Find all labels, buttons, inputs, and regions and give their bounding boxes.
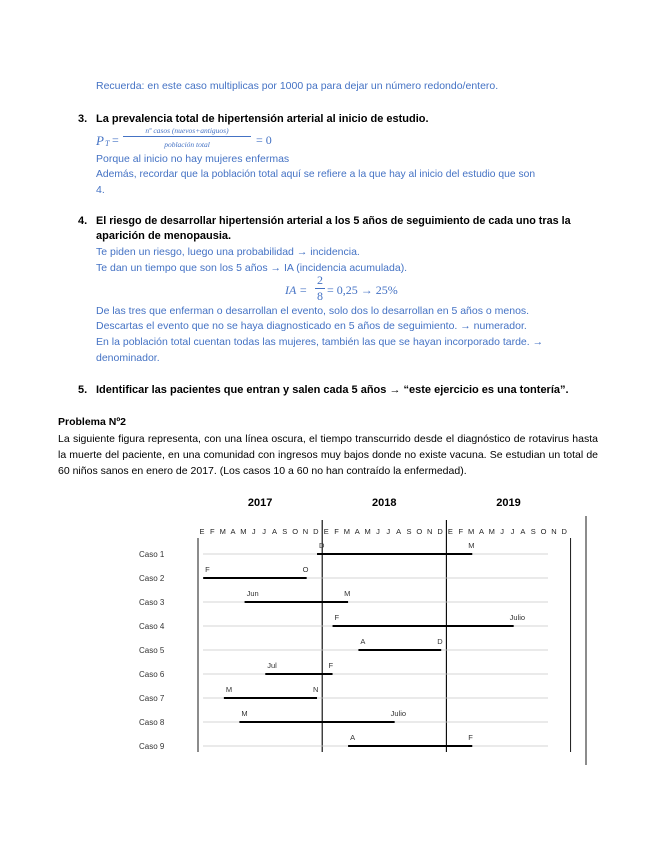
case-label: Caso 7 [139, 694, 165, 703]
q3-line-1: Porque al inicio no hay mujeres enfermas [96, 153, 290, 165]
month-letter: M [343, 527, 351, 536]
q3-number: 3. [78, 113, 88, 125]
month-letter: F [210, 527, 215, 536]
q3-formula-denominator: población total [164, 140, 210, 149]
q3-title: La prevalencia total de hipertensión arterial al inicio de estudio. [96, 113, 429, 125]
case-end-label: Julio [509, 613, 526, 622]
month-letter: A [520, 527, 526, 536]
q3-line-3: 4. [96, 184, 105, 196]
month-letter: M [467, 527, 475, 536]
month-letter: S [530, 527, 536, 536]
case-label: Caso 9 [139, 742, 165, 751]
q4-formula-rhs: = 0,25 → 25% [327, 283, 398, 297]
case-start-label: D [319, 541, 325, 550]
month-letter: D [313, 527, 319, 536]
month-letter: J [386, 527, 391, 536]
q3-formula-lhs: P [96, 133, 104, 148]
q4-line-2: Te dan un tiempo que son los 5 años → IA (incidencia acumulada). [96, 262, 408, 274]
month-letter: M [219, 527, 226, 536]
month-letter: E [199, 527, 205, 536]
month-letter: O [416, 527, 423, 536]
month-letter: J [500, 527, 505, 536]
q4-line-3: De las tres que enferman o desarrollan el evento, solo dos lo desarrollan en 5 años o menos. [96, 305, 530, 317]
month-letter: N [302, 527, 309, 536]
month-letter: O [292, 527, 299, 536]
month-letter: E [323, 527, 329, 536]
month-letter: N [551, 527, 557, 536]
month-letter: D [561, 527, 567, 536]
q4-line-4: Descartas el evento que no se haya diagnosticado en 5 años de seguimiento. → numerador. [96, 320, 527, 332]
q5-number: 5. [78, 384, 88, 396]
q4-formula-den: 8 [317, 289, 323, 303]
month-letter: N [426, 527, 433, 536]
q4-number: 4. [78, 215, 88, 227]
recuerda-note: Recuerda: en este caso multiplicas por 1000 pa para dejar un número redondo/entero. [96, 80, 499, 92]
case-label: Caso 8 [139, 718, 165, 727]
year-label: 2019 [496, 497, 521, 509]
case-end-label: M [468, 541, 475, 550]
q3-formula-sub: T [105, 139, 110, 148]
case-end-label: M [344, 589, 351, 598]
month-letter: F [458, 527, 464, 536]
month-letter: O [540, 527, 547, 536]
month-letter: S [282, 527, 288, 536]
case-start-label: M [225, 685, 233, 694]
rotavirus-timeline-chart [0, 490, 655, 765]
case-start-label: A [350, 733, 356, 742]
q4-title-1: El riesgo de desarrollar hipertensión arterial a los 5 años de seguimiento de cada uno tras la [96, 215, 571, 227]
q4-line-5: En la población total cuentan todas las mujeres, también las que se hayan incorporado tarde. → [96, 336, 544, 348]
month-letter: A [396, 527, 402, 536]
month-letter: A [478, 527, 484, 536]
case-label: Caso 4 [139, 622, 165, 631]
month-letter: D [437, 527, 443, 536]
case-label: Caso 1 [139, 550, 165, 559]
case-label: Caso 6 [139, 670, 165, 679]
case-end-label: D [437, 637, 443, 646]
case-start-label: Jul [267, 661, 277, 670]
q5-title: Identificar las pacientes que entran y salen cada 5 años → “este ejercicio es una tontería”. [96, 384, 569, 396]
month-letter: A [271, 527, 277, 536]
case-start-label: F [205, 565, 210, 574]
problema-title: Problema Nº2 [58, 416, 127, 428]
month-letter: J [251, 527, 256, 536]
month-letter: S [406, 527, 412, 536]
q4-line-1: Te piden un riesgo, luego una probabilidad → incidencia. [96, 246, 360, 258]
case-end-label: F [468, 733, 473, 742]
month-letter: E [447, 527, 453, 536]
case-start-label: F [334, 613, 340, 622]
case-end-label: N [313, 685, 319, 694]
q3-formula-numerator: nº casos (nuevos+antiguos) [123, 126, 251, 137]
case-label: Caso 5 [139, 646, 165, 655]
month-letter: M [488, 527, 495, 536]
month-letter: M [364, 527, 371, 536]
q4-formula-num: 2 [317, 273, 323, 287]
month-letter: J [376, 527, 380, 536]
case-end-label: O [302, 565, 309, 574]
case-label: Caso 2 [139, 574, 165, 583]
q4-title-2: aparición de menopausia. [96, 230, 232, 242]
case-start-label: A [360, 637, 366, 646]
month-letter: F [334, 527, 339, 536]
case-end-label: Julio [390, 709, 407, 718]
case-start-label: M [241, 709, 248, 718]
q4-formula-lhs: IA = [285, 283, 308, 297]
month-letter: J [262, 527, 266, 536]
q4-line-6: denominador. [96, 352, 160, 364]
problema-text: La siguiente figura representa, con una línea oscura, el tiempo transcurrido desde el diagnóstico de rotavirus hasta la muerte del paciente, en una comunidad con ingresos muy bajos donde no existe vacuna. Se estudian un total de 60 niños sanos en enero de 2017. (Los casos 10 a 60 no han contraído la enfermedad). [58, 433, 598, 477]
year-label: 2018 [372, 497, 397, 509]
case-label: Caso 3 [139, 598, 165, 607]
q3-line-2: Además, recordar que la población total aquí se refiere a la que hay al inicio del estudio que son [96, 169, 536, 180]
case-start-label: Jun [246, 589, 259, 598]
q3-formula-rhs: = 0 [256, 133, 272, 147]
month-letter: A [230, 527, 236, 536]
month-letter: J [510, 527, 515, 536]
month-letter: A [354, 527, 360, 536]
case-end-label: F [328, 661, 334, 670]
year-label: 2017 [247, 497, 273, 509]
month-letter: M [240, 527, 247, 536]
